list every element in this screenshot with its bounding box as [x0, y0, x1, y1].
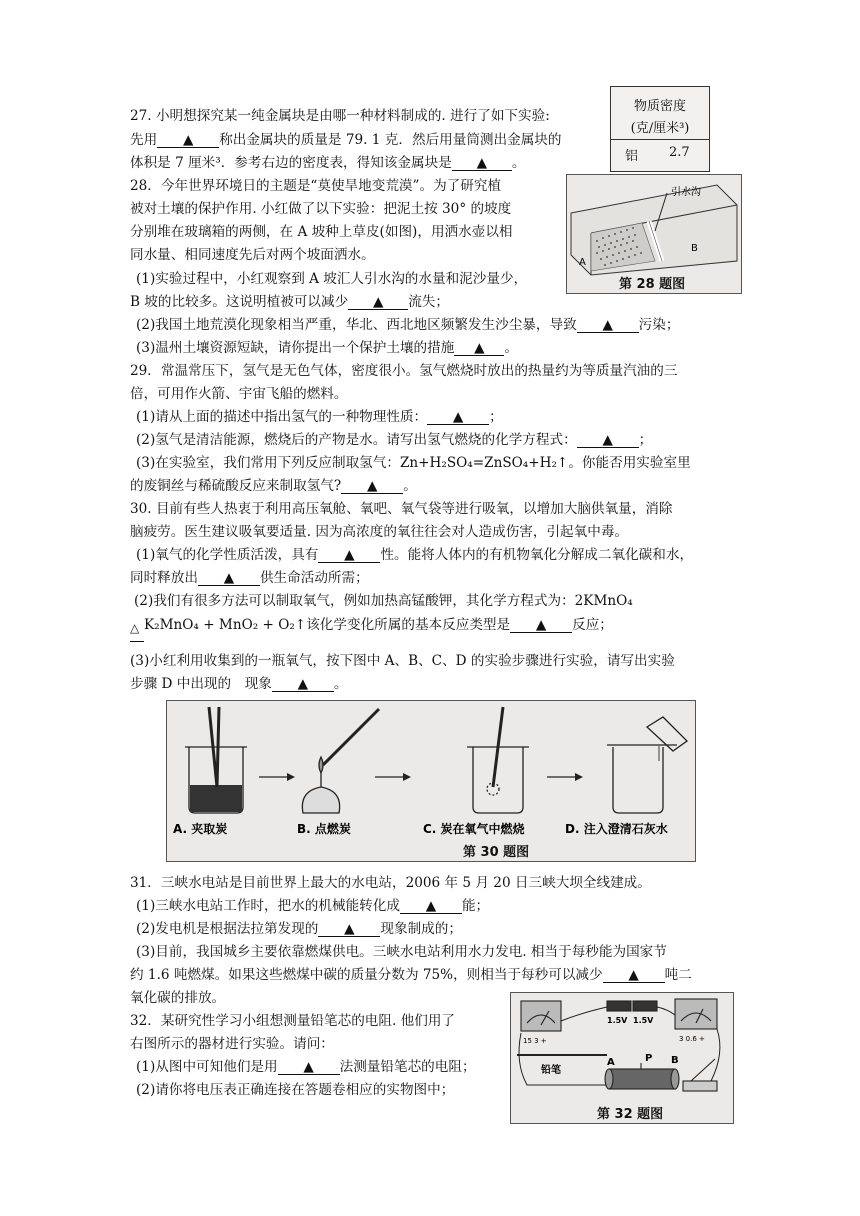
voltmeter-scale: 15 3 +: [523, 1037, 547, 1045]
caption-step-a: A. 夹取炭: [173, 822, 228, 836]
step-d-bottle: [607, 717, 687, 813]
answer-blank[interactable]: ▲: [577, 318, 639, 333]
q31-sub2: (2)发电机是根据法拉第发现的 ▲ 现象制成的；: [136, 921, 462, 937]
q32-sub2: (2)请你将电压表正确连接在答题卷相应的实物图中；: [136, 1082, 455, 1098]
q27-line2: 先用 ▲ 称出金属块的质量是 79. 1 克．然后用量筒测出金属块的: [130, 132, 562, 148]
q31-sub1: (1)三峡水电站工作时，把水的机械能转化成 ▲ 能；: [136, 898, 490, 914]
voltmeter: [521, 1001, 561, 1031]
q29-sub3: (3)在实验室，我们常用下列反应制取氢气：Zn+H₂SO₄=ZnSO₄+H₂↑。你能否用实验室里: [136, 455, 691, 471]
rheostat: [605, 1063, 679, 1089]
q31-sub3-end: 氧化碳的排放。: [130, 990, 226, 1006]
answer-blank[interactable]: ▲: [198, 571, 260, 586]
density-row-name: 铝: [625, 149, 639, 164]
battery-pack: [607, 1001, 657, 1011]
q31-sub3-cont: 约 1.6 吨燃煤。如果这些燃煤中碳的质量分数为 75%，则相当于每秒可以减少 ▲ 吨二: [130, 967, 692, 983]
switch: [683, 1059, 717, 1091]
answer-blank[interactable]: ▲: [452, 156, 512, 171]
label-channel: 引水沟: [671, 187, 701, 198]
q28-line3: 分别堆在玻璃箱的两侧，在 A 坡种上草皮(如图)，用洒水壶以相: [130, 224, 513, 240]
answer-blank[interactable]: ▲: [400, 899, 462, 914]
carbon-combustion-steps: [167, 701, 695, 861]
step-a-jar: [185, 707, 247, 813]
figure-28: [566, 174, 742, 294]
q30-sub1-cont: 同时释放出 ▲ 供生命活动所需；: [130, 570, 369, 586]
q30-sub2: (2)我们有很多方法可以制取氧气，例如加热高锰酸钾，其化学方程式为：2KMnO₄: [134, 593, 633, 609]
q29-sub2: (2)氢气是清洁能源，燃烧后的产物是水。请写出氢气燃烧的化学方程式： ▲ ；: [136, 432, 653, 448]
label-p: P: [645, 1053, 653, 1064]
q29-sub1: (1)请从上面的描述中指出氢气的一种物理性质： ▲ ；: [136, 409, 503, 425]
density-row-value: 2.7: [669, 145, 690, 160]
q32-line2: 右图所示的器材进行实验。请问：: [130, 1036, 334, 1052]
q29-line1: 29．常温常压下，氢气是无色气体，密度很小。氢气燃烧时放出的热量约为等质量汽油的三: [130, 363, 678, 379]
battery-1-label: 1.5V: [607, 1016, 628, 1025]
q29-line2: 倍，可用作火箭、宇宙飞船的燃料。: [130, 386, 348, 402]
battery-2-label: 1.5V: [633, 1016, 654, 1025]
q28-sub1: (1)实验过程中，小红观察到 A 坡汇人引水沟的水量和泥沙量少，: [136, 271, 528, 287]
q30-sub3: (3)小红利用收集到的一瓶氧气，按下图中 A、B、C、D 的实验步骤进行实验，请写出实验: [130, 653, 675, 669]
answer-blank[interactable]: ▲: [272, 677, 334, 692]
q30-sub2-cont: △ K₂MnO₄ + MnO₂ + O₂↑该化学变化所属的基本反应类型是 ▲ 反应；: [130, 616, 613, 634]
answer-blank[interactable]: ▲: [157, 133, 219, 148]
q30-sub1: (1)氧气的化学性质活泼，具有 ▲ 性。能将人体内的有机物氧化分解成二氧化碳和水，: [136, 547, 694, 563]
step-c-bottle: [467, 707, 529, 813]
q31-line1: 31．三峡水电站是目前世界上最大的水电站，2006 年 5 月 20 日三峡大坝全线建成。: [130, 875, 651, 891]
q30-line2: 脑疲劳。医生建议吸氧要适量. 因为高浓度的氧往往会对人造成伤害，引起氧中毒。: [130, 524, 629, 540]
pencil-label: 铅笔: [541, 1065, 561, 1076]
q29-sub3-cont: 的废铜丝与稀硫酸反应来制取氢气? ▲ 。: [130, 478, 417, 494]
q30-line1: 30. 目前有些人热衷于利用高压氧舱、氧吧、氧气袋等进行吸氧，以增加大脑供氧量，消除: [130, 501, 673, 517]
figure-32: [510, 992, 734, 1124]
q28-line1: 28．今年世界环境日的主题是“莫使旱地变荒漠”。为了研究植: [130, 178, 502, 194]
q27-line3: 体积是 7 厘米³．参考右边的密度表，得知该金属块是 ▲ 。: [130, 155, 526, 171]
q28-sub1-cont: B 坡的比较多。这说明植被可以减少 ▲ 流失；: [130, 294, 449, 310]
q32-sub1: (1)从图中可知他们是用 ▲ 法测量铅笔芯的电阻；: [136, 1059, 476, 1075]
q28-sub2: (2)我国土地荒漠化现象相当严重，华北、西北地区频繁发生沙尘暴，导致 ▲ 污染；: [136, 317, 680, 333]
caption-step-b: B. 点燃炭: [297, 822, 351, 836]
answer-blank[interactable]: ▲: [348, 295, 408, 310]
answer-blank[interactable]: ▲: [603, 968, 665, 983]
density-table-header: 物质密度: [633, 99, 686, 114]
figure-28-caption: 第 28 题图: [619, 277, 686, 292]
answer-blank[interactable]: ▲: [577, 433, 639, 448]
answer-blank[interactable]: ▲: [510, 618, 572, 633]
answer-blank[interactable]: ▲: [454, 341, 504, 356]
q30-sub3-cont: 步骤 D 中出现的 现象 ▲ 。: [130, 676, 348, 692]
q32-line1: 32．某研究性学习小组想测量铅笔芯的电阻. 他们用了: [130, 1013, 456, 1029]
label-b: B: [671, 1055, 679, 1066]
answer-blank[interactable]: ▲: [278, 1060, 340, 1075]
density-table-unit: (克/厘米³): [630, 121, 690, 136]
q28-sub3: (3)温州土壤资源短缺，请你提出一个保护土壤的措施 ▲ 。: [136, 340, 518, 356]
answer-blank[interactable]: ▲: [341, 479, 403, 494]
figure-30-caption: 第 30 题图: [463, 845, 530, 860]
density-table: [610, 86, 710, 172]
label-a: A: [607, 1057, 615, 1068]
q31-sub3: (3)目前，我国城乡主要依靠燃煤供电。三峡水电站利用水力发电. 相当于每秒能为国家节: [136, 944, 667, 960]
answer-blank[interactable]: ▲: [427, 410, 489, 425]
q27-line1: 27. 小明想探究某一纯金属块是由哪一种材料制成的. 进行了如下实验:: [130, 108, 550, 124]
label-slope-b: B: [691, 243, 698, 254]
step-b-lamp: [302, 709, 379, 813]
caption-step-d: D. 注入澄清石灰水: [565, 822, 668, 836]
ammeter-scale: 3 0.6 +: [679, 1035, 705, 1043]
caption-step-c: C. 炭在氧气中燃烧: [423, 822, 525, 836]
q28-line2: 被对土壤的保护作用. 小红做了以下实验：把泥土按 30° 的坡度: [130, 201, 512, 217]
label-slope-a: A: [579, 257, 586, 268]
figure-32-caption: 第 32 题图: [597, 1107, 664, 1122]
ammeter: [675, 999, 717, 1029]
figure-30: [166, 700, 696, 862]
q28-line4: 同水量、相同速度先后对两个坡面洒水。: [130, 247, 375, 263]
answer-blank[interactable]: ▲: [318, 922, 380, 937]
answer-blank[interactable]: ▲: [318, 548, 380, 563]
